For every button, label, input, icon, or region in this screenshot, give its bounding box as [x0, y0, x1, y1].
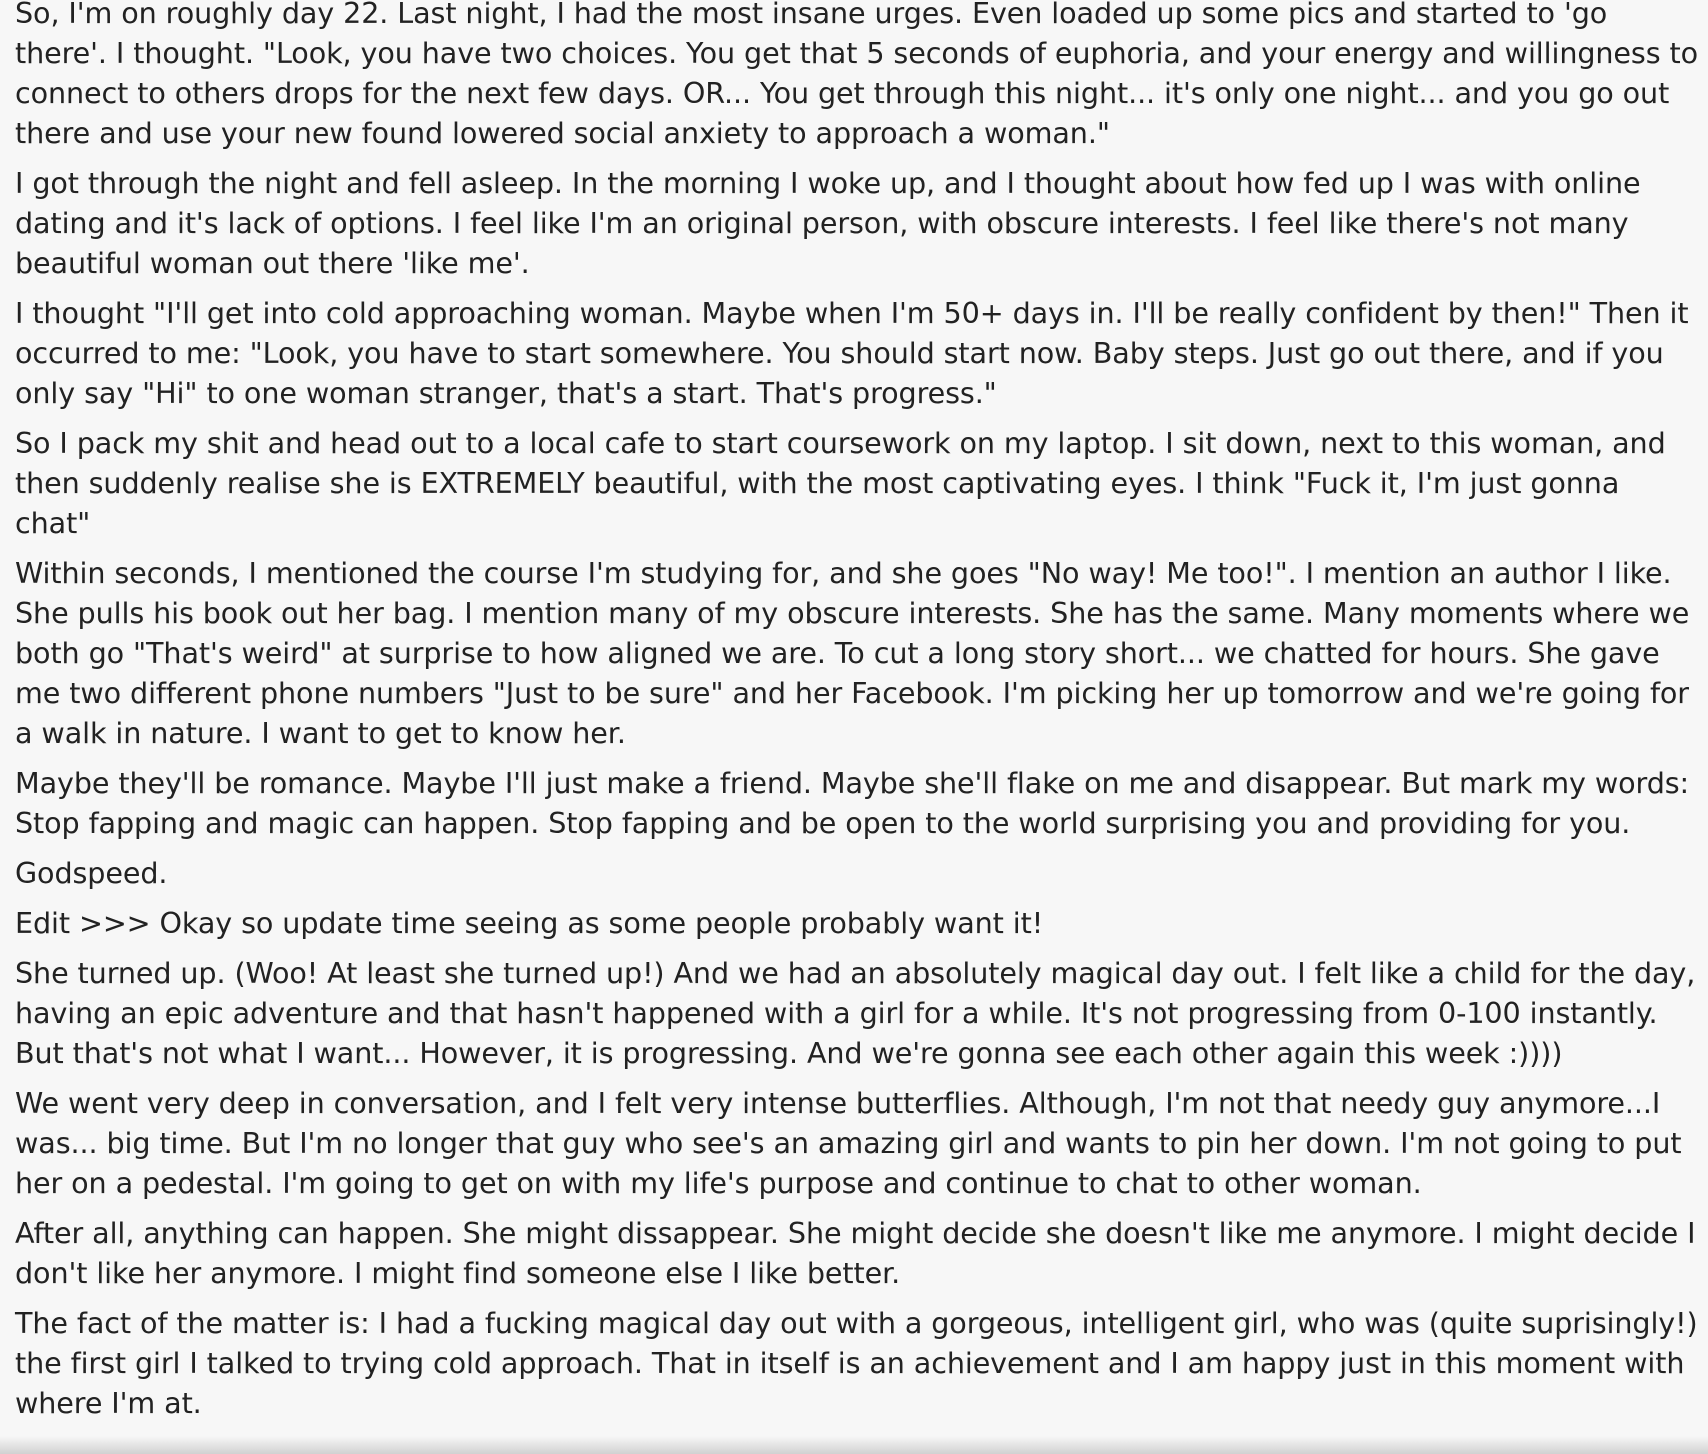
paragraph-5: Within seconds, I mentioned the course I'm studying for, and she goes "No way! Me too!". I mention an author I like. She pulls his book out her bag. I mention many of my obscure interests. She has the same. Many moments where we both go "That's weird" at surprise to how aligned we are. To cut a long story short... we chatted for hours. She gave me two different phone numbers "Just to be sure" and her Facebook. I'm picking her up tomorrow and we're going for a walk in nature. I want to get to know her.: [15, 556, 1690, 750]
paragraph-6: Maybe they'll be romance. Maybe I'll just make a friend. Maybe she'll flake on me and disappear. But mark my words: Stop fapping and magic can happen. Stop fapping and be open to the world surprising you and providing for you.: [15, 766, 1690, 840]
paragraph-7: Godspeed.: [15, 856, 168, 890]
paragraph-4: So I pack my shit and head out to a local cafe to start coursework on my laptop. I sit down, next to this woman, and then suddenly realise she is EXTREMELY beautiful, with the most captivating eyes. I think "Fuck it, I'm just gonna chat": [15, 426, 1666, 540]
paragraph-10: We went very deep in conversation, and I felt very intense butterflies. Although, I'm not that needy guy anymore...I was... big time. But I'm no longer that guy who see's an amazing girl and wants to pin her down. I'm not going to put her on a pedestal. I'm going to get on with my life's purpose and continue to chat to other woman.: [15, 1086, 1682, 1200]
paragraph-11: After all, anything can happen. She might dissappear. She might decide she doesn't like me anymore. I might decide I don't like her anymore. I might find someone else I like better.: [15, 1216, 1696, 1290]
paragraph-2: I got through the night and fell asleep. In the morning I woke up, and I thought about how fed up I was with online dating and it's lack of options. I feel like I'm an original person, with obscure interests. I feel like there's not many beautiful woman out there 'like me'.: [15, 166, 1641, 280]
paragraph-8: Edit >>> Okay so update time seeing as some people probably want it!: [15, 906, 1044, 940]
bottom-fade: [0, 1436, 1708, 1454]
paragraph-12: The fact of the matter is: I had a fucking magical day out with a gorgeous, intelligent girl, who was (quite suprisingly!) the first girl I talked to trying cold approach. That in itself is an achievement and I am happy just in this moment with where I'm at.: [15, 1306, 1698, 1420]
post-body: [15, 0, 1699, 1433]
paragraph-1: So, I'm on roughly day 22. Last night, I had the most insane urges. Even loaded up some pics and started to 'go there'. I thought. "Look, you have two choices. You get that 5 seconds of euphoria, and your energy and willingness to connect to others drops for the next few days. OR... You get through this night... it's only one night... and you go out there and use your new found lowered social anxiety to approach a woman.": [15, 0, 1699, 150]
paragraph-3: I thought "I'll get into cold approaching woman. Maybe when I'm 50+ days in. I'll be really confident by then!" Then it occurred to me: "Look, you have to start somewhere. You should start now. Baby steps. Just go out there, and if you only say "Hi" to one woman stranger, that's a start. That's progress.": [15, 296, 1689, 410]
paragraph-9: She turned up. (Woo! At least she turned up!) And we had an absolutely magical day out. I felt like a child for the day, having an epic adventure and that hasn't happened with a girl for a while. It's not progressing from 0-100 instantly. But that's not what I want... However, it is progressing. And we're gonna see each other again this week :)))): [15, 956, 1696, 1070]
